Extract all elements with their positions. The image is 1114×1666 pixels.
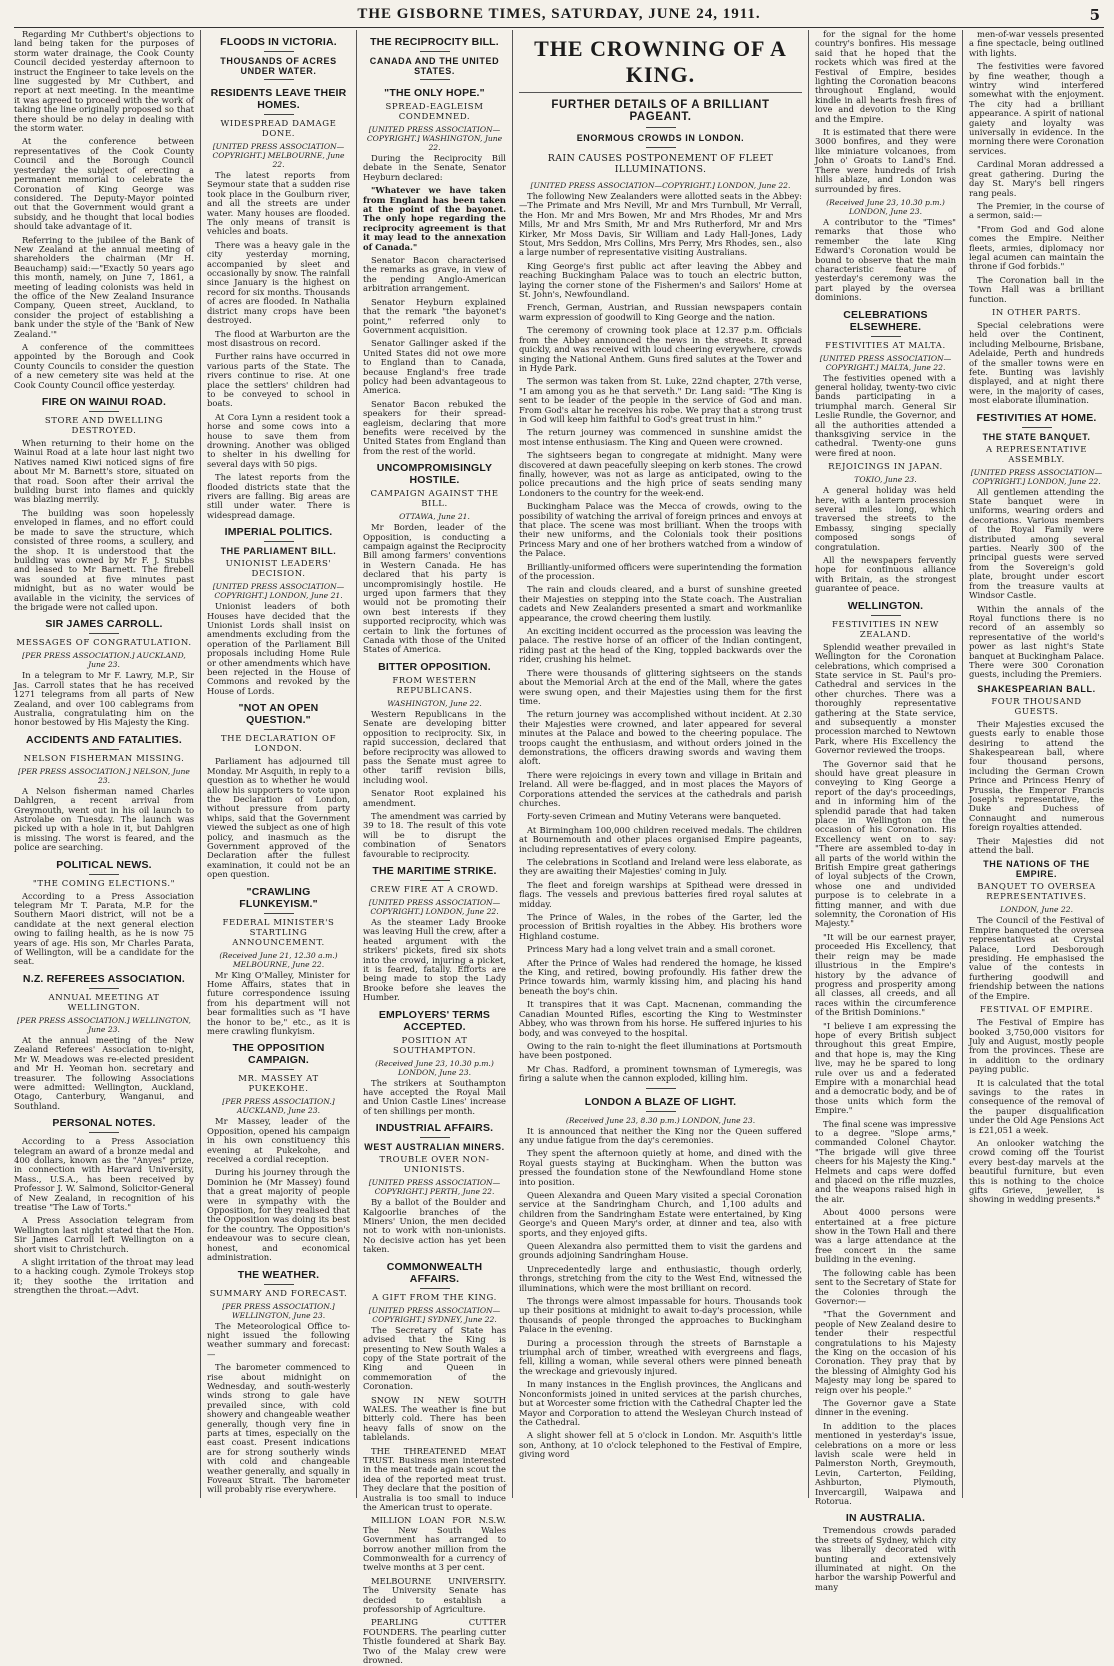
subheadline: POSITION AT SOUTHAMPTON.: [392, 1035, 477, 1056]
column-3: [356, 30, 506, 1666]
subheadline: CREW FIRE AT A CROWD.: [370, 884, 499, 895]
dateline: OTTAWA, June 21.: [399, 512, 470, 522]
headline-maritime: THE MARITIME STRIKE.: [372, 864, 497, 877]
subheadline: MESSAGES OF CONGRATULATION.: [16, 638, 192, 649]
article-paragraph: Further rains have occurred in various parts of the State. The rivers continue to rise. At one place the settlers' children had to be conveyed to school in boats.: [207, 351, 350, 409]
article-paragraph: According to a Press Association telegram Mr T. Parata, M.P. for the Southern Maori district, will not be a candidate at the next general election owing to failing health, as he is now 75 years of age. His son, Mr Charles Parata, of Wellington, will be a candidate for the seat.: [14, 890, 194, 967]
article-paragraph: Brilliantly-uniformed officers were superintending the formation of the procession.: [519, 561, 802, 582]
divider: [89, 988, 119, 990]
article-paragraph: During his journey through the Dominion he (Mr Massey) found that a great majority of people were in sympathy with the Opposition, for they realised that the Opposition was doing its best for the country. The Opposition's endeavour was to secure clean, honest, and economical administration.: [207, 1167, 350, 1263]
dateline: (Received June 21, 12.30 a.m.) MELBOURNE, June 22.: [219, 950, 338, 969]
subheadline: FURTHER DETAILS OF A BRILLIANT PAGEANT.: [551, 99, 770, 123]
masthead: [14, 6, 1104, 28]
article-paragraph: An onlooker watching the crowd coming off the Tourist every best-day marvels at the beautiful furniture, but even this is nothing to the choice gifts Grieve, jeweller, is showing in wedding presents.*: [969, 1137, 1104, 1205]
divider: [420, 880, 450, 882]
article-paragraph: After the Prince of Wales had rendered the homage, he kissed the King, and retired, bowing profoundly. His father drew the Prince towards him, warmly kissing him, and placing his hand beneath the boy's chin.: [519, 957, 802, 996]
subheadline: FROM WESTERN REPUBLICANS.: [392, 675, 477, 696]
article-paragraph: Buckingham Palace was the Mecca of crowds, owing to the possibility of watching the arrival of foreign princes and envoys at that place. The scene was most brilliant. When the troops with their new uniforms, and the Colonials took their positions Princess Mary and one of her brothers watched from a window of the Palace.: [519, 501, 802, 559]
article-paragraph: In addition to the places mentioned in yesterday's issue, celebrations on a more or less lavish scale were held in Palmerston North, Greymouth, Levin, Carterton, Feilding, Ashburton, Plymouth, Invercargill, Waipawa and Rotorua.: [815, 1420, 956, 1507]
article-paragraph: It transpires that it was Capt. Macnenan, commanding the Canadian Mounted Rifles, escorting the King to Westminster Abbey, who was thrown from his horse. He suffered injuries to his body, and was conveyed to the hospital.: [519, 999, 802, 1038]
page-number: 5: [1089, 6, 1100, 24]
article-paragraph: They spent the afternoon quietly at home, and dined with the Royal guests staying at Buckingham. When the button was pressed the foundation stone of the Newfoundland Home stone into position.: [519, 1148, 802, 1187]
dateline: [PER PRESS ASSOCIATION.] AUCKLAND, June 23.: [22, 651, 186, 670]
divider: [264, 1284, 294, 1286]
article-paragraph: Parliament has adjourned till Monday. Mr Asquith, in reply to a question as to whether he would allow his supporters to vote upon the Declaration of London, without pressure from party whips, said that the Government viewed the subject as one of high policy, and inasmuch as the Government approved of the Declaration after the fullest examination, it could not be an open question.: [207, 756, 350, 880]
divider: [420, 1288, 450, 1290]
divider: [89, 1132, 119, 1134]
article-paragraph: An exciting incident occurred as the procession was leaving the palace. The restive horse of an officer of the Indian contingent, riding past at the head of the King, toppled backwards over the rider, crushing his helmet.: [519, 626, 802, 665]
article-paragraph: There were rejoicings in every town and village in Britain and Ireland. All were be-flagged, and in most places the Mayors of Corporations attended the services at the cathedrals and parish churches.: [519, 769, 802, 808]
subheadline: ENORMOUS CROWDS IN LONDON.: [576, 133, 745, 143]
divider: [264, 541, 294, 543]
subheadline: MR. MASSEY AT PUKEKOHE.: [238, 1074, 319, 1095]
article-paragraph: A general holiday was held here, with a lantern procession several miles long, which traversed the streets to the Embassy, singing specially composed songs of congratulation.: [815, 485, 956, 552]
article-paragraph: The flood at Warburton are the most disastrous on record.: [207, 328, 350, 348]
article-paragraph: At Birmingham 100,000 children received medals. The children at Bournemouth and other places organised Empire pageants, including representatives of every colony.: [519, 824, 802, 854]
dateline: [UNITED PRESS ASSOCIATION—COPYRIGHT.] LONDON, June 21.: [212, 582, 345, 601]
article-paragraph: Within the annals of the Royal functions there is no record of an assembly so representative of the world's power as last night's State banquet at Buckingham Palace. There were 300 Coronation guests, including the Premiers.: [969, 603, 1104, 680]
dateline: (Received June 23, 10.30 p.m.) LONDON, June 23.: [375, 1058, 494, 1077]
article-paragraph: It is estimated that there were 3000 bonfires, and they were like miniature volcanoes, from John o' Groats to Land's End. There were hundreds of Irish hills ablaze, and London was surrounded by fires.: [815, 127, 956, 194]
subheadline: BANQUET TO OVERSEA REPRESENTATIVES.: [977, 882, 1096, 903]
article-paragraph: The return journey was commenced in sunshine amidst the most intense enthusiasm. The King and Queen were crowned.: [519, 427, 802, 447]
divider: [264, 1069, 294, 1071]
headline-industrial: INDUSTRIAL AFFAIRS.: [375, 1122, 494, 1135]
article-paragraph: Mr Massey, leader of the Opposition, opened his campaign in his own constituency this evening at Pukekohe, and received a cordial reception.: [207, 1116, 350, 1165]
divider: [89, 411, 119, 413]
article-paragraph: Senator Heyburn explained that the remark "the bayonet's point," referred only to Government acquisition.: [363, 296, 506, 335]
article-paragraph: The rain and clouds cleared, and a burst of sunshine greeted their Majesties on stepping into the State coach. The Australian cadets and New Zealanders presented a smart and workmanlike appearance, the crowd cheering them lustily.: [519, 584, 802, 623]
divider: [871, 336, 901, 338]
article-paragraph: THE THREATENED MEAT TRUST. Business men interested in the meat trade again scout the idea of the reported meat trust. They declare that the position of Australia is too small to induce the American trust to operate.: [363, 1445, 506, 1512]
divider: [264, 729, 294, 731]
article-paragraph: The following New Zealanders were allotted seats in the Abbey:—The Primate and Mrs Nevill, Mr and Mrs Turnbull, Mr Verrall, the Hon. Mr and Mrs Bowen, Mr and Mrs Rhodes, Mr and Mrs Mills, Mr and Mrs Smith, Mr and Mrs Rutherford, Mr and Mrs Kirker, Mr Moss Davis, Sir William and Lady Hall-Jones, Lady Stout, Mrs Seddon, Mrs Collins, Mrs Perry, Mrs Rhodes, sen., also a large number of representative visiting Australians.: [519, 191, 802, 258]
headline-home: FESTIVITIES AT HOME.: [976, 411, 1097, 424]
article-paragraph: The Festival of Empire has booked 3,750,000 visitors for July and August, mostly people from the provinces. These are in addition to the ordinary paying public.: [969, 1017, 1104, 1075]
headline-floods: FLOODS IN VICTORIA.: [220, 36, 337, 48]
article-paragraph: The latest reports from the flooded districts state that the rivers are falling. Big areas are still under water. There is widespread damage.: [207, 472, 350, 520]
dateline: (Received June 23, 8.30 p.m.) LONDON, June 23.: [565, 1115, 756, 1125]
divider: [264, 51, 294, 53]
divider: [89, 874, 119, 876]
dateline: [UNITED PRESS ASSOCIATION—COPYRIGHT.] MELBOURNE, June 22.: [212, 142, 345, 169]
divider: [420, 1137, 450, 1139]
subheadline: SHAKESPEARIAN BALL.: [977, 683, 1096, 694]
headline-bitter: BITTER OPPOSITION.: [378, 660, 491, 673]
article-paragraph: The amendment was carried by 39 to 18. The result of this vote will be to disrupt the combination of Senators favourable to reciprocity.: [363, 810, 506, 859]
headline-employers: EMPLOYERS' TERMS ACCEPTED.: [378, 1008, 491, 1033]
subheadline: FEDERAL MINISTER'S STARTLING ANNOUNCEMENT.: [222, 917, 335, 948]
subheadline: NELSON FISHERMAN MISSING.: [23, 753, 185, 764]
article-paragraph: The following cable has been sent to the Secretary of State for the Colonies through the Governor:—: [815, 1267, 956, 1306]
divider: [420, 51, 450, 53]
divider: [89, 633, 119, 635]
subheadline: FESTIVAL OF EMPIRE.: [979, 1005, 1094, 1016]
article-paragraph: When returning to their home on the Wainui Road at a late hour last night two Natives named Kiwi noticed signs of fire about Mr M. Barnett's store, situated on that road. Soon after their arrival the building burst into flames and quickly was blazing merrily.: [14, 438, 194, 505]
article-paragraph: PEARLING CUTTER FOUNDERS. The pearling cutter Thistle foundered at Shark Bay. Two of the Malay crew were drowned.: [363, 1617, 506, 1666]
subheadline: TROUBLE OVER NON-UNIONISTS.: [379, 1155, 490, 1176]
dateline: [PER PRESS ASSOCIATION.] WELLINGTON, June 23.: [222, 1301, 335, 1320]
article-paragraph: Cardinal Moran addressed a great gathering. During the day St. Mary's bell ringers rang peals.: [969, 159, 1104, 198]
article-paragraph: There was a heavy gale in the city yesterday morning, accompanied by sleet and occasionally by snow. The rainfall since January is the highest on record for six months. Thousands of acres are flooded. In Nathalia district many crops have been destroyed.: [207, 239, 350, 326]
article-paragraph: Unionist leaders of both Houses have decided that the Unionist Lords shall insist on amendments excluding from the operation of the Parliament Bill proposals including Home Rule or other amendments which have been rejected in the House of Commons and revoked by the House of Lords.: [207, 601, 350, 696]
article-paragraph: MILLION LOAN FOR N.S.W. The New South Wales Government has arranged to borrow another million from the Commonwealth for a currency of twelve months at 3 per cent.: [363, 1515, 506, 1573]
article-paragraph: Owing to the rain to-night the fleet illuminations at Portsmouth have been postponed.: [519, 1040, 802, 1061]
article-paragraph: The return journey was accomplished without incident. At 2.30 their Majesties were crowned, and later appeared for several minutes at the Palace and bowed to the cheering populace. The troops caught the enthusiasm, and without orders joined in the demonstrations, the officers drawing swords and waving them aloft.: [519, 709, 802, 767]
masthead-title: THE GISBORNE TIMES, SATURDAY, JUNE 24, 1911.: [357, 6, 761, 22]
subheadline: RAIN CAUSES POSTPONEMENT OF FLEET ILLUMINATIONS.: [547, 153, 774, 175]
subheadline: FOUR THOUSAND GUESTS.: [991, 696, 1082, 717]
article-paragraph: "I believe I am expressing the hope of every British subject throughout this great Empire, and that hope is, may the King live, may he be spared to long rule over us and a federated Empire with a monarchial head and a democratic body, and be of those units which form the Empire.": [815, 1020, 956, 1116]
article-paragraph: Unprecedentedly large and enthusiastic, though orderly, throngs, stretching from the city to the West End, witnessed the illuminations, which were the most brilliant on record.: [519, 1263, 802, 1293]
subheadline: A GIFT FROM THE KING.: [372, 1292, 497, 1303]
article-paragraph: In many instances in the English provinces, the Anglicans and Nonconformists joined in united services at the parish churches, but at Worcester some friction with the Cathedral Chapter led the Mayor and Corporation to attend the Wesleyan Church instead of the Cathedral.: [519, 1379, 802, 1427]
article-paragraph: The sightseers began to congregate at midnight. Many were discovered at dawn peacefully sleeping on kerb stones. The crowd finally, however, was not as large as anticipated, owing to the police precautions and the high price of seats sending many Londoners to the country for the week-end.: [519, 450, 802, 498]
subheadline: STORE AND DWELLING DESTROYED.: [44, 416, 164, 437]
divider: [264, 114, 294, 116]
article-paragraph: "It will be our earnest prayer, proceeded His Excellency, that their reign may be made illustrious in the Empire's history by the advance of progress and prosperity among all classes, all creeds, and all races within the circumference of the British Dominions.": [815, 931, 956, 1018]
subheadline: ANNUAL MEETING AT WELLINGTON.: [48, 992, 160, 1013]
headline-flunkeyism: "CRAWLING FLUNKEYISM.": [239, 885, 318, 910]
subheadline: UNIONIST LEADERS' DECISION.: [225, 559, 332, 580]
article-paragraph: The festivities were favored by fine weather, though a wintry wind interfered somewhat with the enjoyment. The city had a brilliant appearance. A spirit of national gaiety and loyalty was universally in evidence. In the morning there were Coronation services.: [969, 61, 1104, 156]
article-paragraph: The strikers at Southampton have accepted the Royal Mail and Union Castle Lines' increase of ten shillings per month.: [363, 1077, 506, 1116]
article-paragraph: "That the Government and people of New Zealand desire to tender their respectful congratulations to his Majesty the King on the occasion of his Coronation. They pray that by the blessing of Almighty God his Majesty may long be spared to reign over his people.": [815, 1309, 956, 1395]
article-paragraph: The Secretary of State has advised that the King is presenting to New South Wales a copy of the State portrait of the King and Queen in commemoration of the Coronation.: [363, 1324, 506, 1392]
article-paragraph: Mr King O'Malley, Minister for Home Affairs, states that in future correspondence issuing from his department will not bear formalities such as "I have the honor to be," etc., as it is mere crawling flunkyism.: [207, 969, 350, 1036]
article-paragraph: The building was soon hopelessly enveloped in flames, and no effort could be made to save the structure, which consisted of three rooms, a scullery, and the shop. It is understood that the building was owned by Mr F. J. Stubbs and leased to Mr Barnett. The firebell was sounded at five minutes past midnight, but as no water would be available in the vicinity, the services of the brigade were not called upon.: [14, 507, 194, 612]
headline-carroll: SIR JAMES CARROLL.: [45, 618, 163, 631]
newspaper-page: [14, 0, 1104, 1666]
subheadline: CANADA AND THE UNITED STATES.: [369, 56, 500, 76]
subheadline: "THE COMING ELECTIONS.": [32, 878, 176, 889]
article-paragraph: A contributor to the "Times" remarks that those who remember the late King Edward's Coronation would be bound to observe that the main characteristic feature of yesterday's ceremony was the part played by the oversea dominions.: [815, 216, 956, 303]
divider: [264, 913, 294, 915]
headline-residents: RESIDENTS LEAVE THEIR HOMES.: [210, 87, 347, 111]
dateline: [PER PRESS ASSOCIATION.] NELSON, June 23.: [18, 766, 190, 785]
dateline: [UNITED PRESS ASSOCIATION—COPYRIGHT.] MALTA, June 22.: [819, 353, 952, 372]
article-paragraph: Their Majesties excused the guests early to enable those desiring to attend the Shakespearean ball, where four thousand persons, including the German Crown Prince and Princess Henry of Prussia, the Emperor Francis Joseph's representative, the Duke and Duchess of Connaught and numerous foreign royalties attended.: [969, 718, 1104, 833]
article-paragraph: The Governor said that he should have great pleasure in conveying to King George a report of the day's proceedings, and in informing him of the splendid parade that had taken place in Wellington on the occasion of his Coronation. His Excellency went on to say: "There are assembled to-day in all parts of the world within the British Empire great gatherings of loyal subjects of the Crown, whose one and undivided purpose is to celebrate in a fitting manner, and with due solemnity, the Coronation of His Majesty.": [815, 758, 956, 929]
headline-australia: IN AUSTRALIA.: [845, 1512, 926, 1525]
headline-hostile: UNCOMPROMISINGLY HOSTILE.: [376, 462, 493, 487]
article-paragraph: The latest reports from Seymour state that a sudden rise took place in the Goulburn river, and all the streets are under water. Many houses are flooded. The only means of transit is vehicles and boats.: [207, 170, 350, 237]
headline-fire: FIRE ON WAINUI ROAD.: [41, 396, 167, 409]
article-paragraph: During a procession through the streets of Barnstaple a triumphal arch of timber, wreathed with evergreens and flags, fell, killing a woman, while several others were pinned beneath the wreckage and grievously injured.: [519, 1337, 802, 1376]
divider: [89, 749, 119, 751]
dateline: [UNITED PRESS ASSOCIATION—COPYRIGHT.] PERTH, June 22.: [368, 1178, 501, 1197]
article-paragraph: "From God and God alone comes the Empire. Neither fleets, armies, diplomacy nor legal acumen can maintain the throne if God forbids.": [969, 223, 1104, 272]
article-paragraph: The barometer commenced to rise about midnight on Wednesday, and south-westerly winds strong to gale have prevailed since, with cold showery and changeable weather generally, though very fine in parts at times, especially on the east coast. Present indications are for strong southerly winds with cold and changeable weather generally, and squally in Foveaux Strait. The barometer will probably rise everywhere.: [207, 1362, 350, 1495]
article-paragraph: There were thousands of glittering sightseers on the stands about the Memorial Arch at the end of the Mall, where the gates were swung open, and their Majesties using them for the first time.: [519, 667, 802, 706]
article-paragraph: The fleet and foreign warships at Spithead were dressed in flags. The vessels and previous batteries fired royal salutes at midday.: [519, 879, 802, 909]
article-paragraph: Queen Alexandra and Queen Mary visited a special Coronation service at the Sandringham Church, and 1,100 adults and children from the Sandringham Estate were entertained, by King George's and Queen Mary's order, at dinner and tea, also with sports, and they enjoyed gifts.: [519, 1189, 802, 1238]
article-paragraph: Tremendous crowds paraded the streets of Sydney, which city was liberally decorated with bunting and extensively illuminated at night. On the harbor the warship Powerful and many: [815, 1525, 956, 1592]
main-headline: THE CROWNING OF A KING.: [519, 36, 802, 93]
subheadline: THE NATIONS OF THE EMPIRE.: [983, 859, 1090, 880]
subheadline: A REPRESENTATIVE ASSEMBLY.: [985, 444, 1088, 465]
divider: [646, 127, 676, 129]
dateline: [UNITED PRESS ASSOCIATION—COPYRIGHT.] WASHINGTON, June 22.: [366, 125, 503, 152]
headline-reciprocity: THE RECIPROCITY BILL.: [370, 36, 499, 48]
article-paragraph: At the conference between representatives of the Cook County Council and the Borough Council yesterday the subject of erecting a permanent memorial to celebrate the Coronation of King George was considered. The Deputy-Mayor pointed out that the Government would grant a subsidy, and he thought that local bodies should take advantage of it.: [14, 136, 194, 232]
article-paragraph: A conference of the committees appointed by the Borough and Cook County Councils to consider the question of a new cemetery site was held at the Cook County Council office yesterday.: [14, 342, 194, 390]
article-paragraph: The final scene was impressive to a degree. "Slope arms," commanded Colonel Chaytor. "The brigade will give three cheers for his Majesty the King." Helmets and caps were doffed and placed on the rifle muzzles, and the weapons raised high in the air.: [815, 1118, 956, 1204]
article-paragraph: Splendid weather prevailed in Wellington for the Coronation celebrations, which comprised a State service in St. Paul's pro-Cathedral and services in the other churches. There was a thoroughly representative gathering at the State service, and subsequently a monster procession marched to Newtown Park, where His Excellency the Governor reviewed the troops.: [815, 641, 956, 756]
article-paragraph: At the annual meeting of the New Zealand Referees' Association to-night, Mr W. Meadows was re-elected president and Mr H. Yeoman hon. secretary and treasurer. The following Associations were admitted: Wellington, Auckland, Otago, Canterbury, Wanganui, and Southland.: [14, 1034, 194, 1111]
article-paragraph: Mr Chas. Radford, a prominent townsman of Lymeregis, was firing a salute when the cannon exploded, killing him.: [519, 1063, 802, 1084]
column-6: [962, 30, 1104, 1498]
subheadline: FESTIVITIES IN NEW ZEALAND.: [832, 619, 939, 640]
headline-political: POLITICAL NEWS.: [56, 858, 152, 871]
headline-wellington: WELLINGTON.: [847, 599, 924, 612]
article-paragraph: Senator Bacon rebuked the speakers for their spread-eagleism, declaring that more benefits were received by the United States from England than from the rest of the world.: [363, 398, 506, 456]
subheadline: WIDESPREAD DAMAGE DONE.: [220, 119, 337, 139]
headline-only-hope: "THE ONLY HOPE.": [384, 87, 485, 99]
article-paragraph: The celebrations in Scotland and Ireland were less elaborate, as they are awaiting their Majesties' coming in July.: [519, 857, 802, 877]
article-paragraph: A Nelson fisherman named Charles Dahlgren, a recent arrival from Greymouth, went out in his oil launch to Astrolabe on Tuesday. The launch was picked up with a hole in it, but Dahlgren is missing. The worst is feared, and the police are searching.: [14, 785, 194, 853]
article-paragraph: All the newspapers fervently hope for continuous alliance with Britain, as the strongest guarantee of peace.: [815, 555, 956, 594]
dateline: TOKIO, June 23.: [854, 475, 917, 485]
article-paragraph: "Whatever we have taken from England has been taken at the point of the bayonet. The only hope regarding the reciprocity agreement is that it may lead to the annexation of Canada.": [363, 185, 506, 252]
divider: [420, 79, 450, 81]
dateline: [UNITED PRESS ASSOCIATION—COPYRIGHT.] LONDON, June 22.: [368, 897, 501, 916]
article-paragraph: men-of-war vessels presented a fine spectacle, being outlined with lights.: [969, 29, 1104, 58]
article-paragraph: By a ballot of the Boulder and Kalgoorlie branches of the Miners' Union, the men decided not to work with non-unionists. No decisive action has yet been taken.: [363, 1197, 506, 1255]
dateline: [UNITED PRESS ASSOCIATION—COPYRIGHT.] SYDNEY, June 22.: [368, 1305, 501, 1324]
article-paragraph: The Meteorological Office to-night issued the following weather summary and forecast:—: [207, 1320, 350, 1359]
article-paragraph: Senator Root explained his amendment.: [363, 788, 506, 808]
article-paragraph: The sermon was taken from St. Luke, 22nd chapter, 27th verse, "I am among you as he that serveth." Dr. Lang said: "The King is sent to be leader of the people in the service of God and man. From God's altar he receives his robe. We pray that a strong trust in God will keep him faithful to God's great trust in him.": [519, 376, 802, 424]
dateline: [UNITED PRESS ASSOCIATION—COPYRIGHT.] LONDON, June 22.: [530, 181, 791, 190]
article-paragraph: The Coronation ball in the Town Hall was a brilliant function.: [969, 274, 1104, 304]
article-paragraph: SNOW IN NEW SOUTH WALES. The weather is fine but bitterly cold. There has been heavy falls of snow on the tablelands.: [363, 1394, 506, 1443]
subheadline: THE STATE BANQUET.: [982, 431, 1091, 442]
subheadline: IN OTHER PARTS.: [991, 307, 1082, 318]
article-paragraph: According to a Press Association telegram an award of a bronze medal and 400 dollars, known as the "Anyes" prize, in connection with Harvard University, Mass., U.S.A., has been received by Professor J. W. Salmond, Solicitor-General of New Zealand, in recognition of his treatise "The Law of Torts.": [14, 1136, 194, 1212]
headline-personal: PERSONAL NOTES.: [52, 1117, 156, 1130]
article-paragraph: Princess Mary had a long velvet train and a small coronet.: [527, 944, 776, 955]
article-paragraph: Referring to the jubilee of the Bank of New Zealand at the annual meeting of shareholders the chairman (Mr H. Beauchamp) said:—"Exactly 50 years ago this month, namely, on June 7, 1861, a meeting of leading colonists was held in the office of the New Zealand Insurance Company, Queen street, Auckland, to consider the project of establishing a bank under the style of the 'Bank of New Zealand.'": [14, 234, 194, 339]
article-paragraph: A Press Association telegram from Wellington last night stated that the Hon. Sir James Carroll left Wellington on a short visit to Christchurch.: [14, 1215, 194, 1254]
subheadline: THE DECLARATION OF LONDON.: [220, 734, 337, 755]
article-paragraph: The Premier, in the course of a sermon, said:—: [969, 200, 1104, 221]
column-2: [200, 30, 350, 1498]
divider: [646, 147, 676, 149]
subheadline: FESTIVITIES AT MALTA.: [825, 340, 946, 351]
headline-imperial: IMPERIAL POLITICS.: [224, 526, 333, 539]
article-paragraph: Senator Gallinger asked if the United States did not owe more to England than to Canada, because England's free trade policy had been advantageous to America.: [363, 338, 506, 396]
article-paragraph: During the Reciprocity Bill debate in the Senate, Senator Heyburn declared:: [363, 153, 506, 182]
dateline: [PER PRESS ASSOCIATION.] AUCKLAND, June 23.: [222, 1097, 335, 1116]
headline-opposition: THE OPPOSITION CAMPAIGN.: [232, 1042, 325, 1067]
divider: [646, 1111, 676, 1113]
headline-blaze: LONDON A BLAZE OF LIGHT.: [584, 1095, 737, 1108]
column-5: [808, 29, 956, 1592]
article-paragraph: The Council of the Festival of Empire banqueted the oversea representatives at Crystal Palace, Lord Desborough presiding. He emphasised the value of the contests in furthering goodwill and friendship between the nations of the Empire.: [969, 915, 1104, 1001]
article-paragraph: Queen Alexandra also permitted them to visit the gardens and grounds adjoining Sandringham House.: [519, 1241, 802, 1261]
headline-accidents: ACCIDENTS AND FATALITIES.: [26, 733, 182, 746]
article-paragraph: The ceremony of crowning took place at 12.37 p.m. Officials from the Abbey announced the news in the streets. It spread quickly, and was received with loud cheering everywhere, crowds singing the National Anthem. Guns fired salutes at the Tower and in Hyde Park.: [519, 325, 802, 373]
divider: [646, 1088, 676, 1090]
dateline: WASHINGTON, June 22.: [387, 698, 482, 708]
article-paragraph: A slight shower fell at 5 o'clock in London. Mr. Asquith's little son, Anthony, at 10 o'clock telephoned to the Festival of Empire, giving word: [519, 1430, 802, 1460]
article-paragraph: Mr Borden, leader of the Opposition, is conducting a campaign against the Reciprocity Bill among farmers' conventions in Western Canada. He has declared that his party is uncompromisingly hostile. He urged upon farmers that they would not be promoting their own best interests if they supported reciprocity, which was certain to link the fortunes of Canada with those of the United States of America.: [363, 522, 506, 655]
divider: [1022, 427, 1052, 429]
article-paragraph: Their Majesties did not attend the ball.: [969, 835, 1104, 856]
dateline: (Received June 23, 10.30 p.m.) LONDON, June 23.: [826, 197, 945, 216]
article-paragraph: French, German, Austrian, and Russian newspapers contain warm expression of goodwill to King George and the nation.: [519, 302, 802, 322]
article-paragraph: The Governor gave a State dinner in the evening.: [815, 1397, 956, 1418]
article-paragraph: Senator Bacon characterised the remarks as grave, in view of the pending Anglo-American arbitration arrangement.: [363, 255, 506, 294]
dateline: [PER PRESS ASSOCIATION.] WELLINGTON, June 23.: [17, 1015, 191, 1034]
article-paragraph: The throngs were almost impassable for hours. Thousands took up their positions at midnight to await to-day's procession, while thousands of people thronged the approaches to Buckingham Palace in the evening.: [519, 1296, 802, 1335]
article-paragraph: King George's first public act after leaving the Abbey and reaching Buckingham Palace was to touch an electric button, laying the corner stone of the Fishermen's and Sailors' Home at St. John's, Newfoundland.: [519, 260, 802, 300]
article-paragraph: At Cora Lynn a resident took a horse and some cows into a house to save them from drowning. Another was obliged to shelter in his dwelling for several days with 50 pigs.: [207, 411, 350, 469]
article-paragraph: for the signal for the home country's bonfires. His message said that he hoped that the rockets which was fired at the Festival of Empire, besides lighting the Coronation beacons throughout England, would kindle in all hearts fresh fires of love and devotion to the King and the Empire.: [815, 29, 956, 124]
subheadline: THE PARLIAMENT BILL.: [220, 546, 337, 557]
article-paragraph: The Prince of Wales, in the robes of the Garter, led the procession of British royalties in the Abbey. His brothers wore Highland costume.: [519, 912, 802, 941]
subheadline: SPREAD-EAGLEISM CONDEMNED.: [385, 102, 484, 122]
headline-weather: THE WEATHER.: [237, 1268, 320, 1281]
subheadline: THOUSANDS OF ACRES UNDER WATER.: [220, 56, 337, 76]
dateline: LONDON, June 22.: [999, 905, 1074, 915]
subheadline: REJOICINGS IN JAPAN.: [828, 462, 943, 473]
headline-commonwealth: COMMONWEALTH AFFAIRS.: [386, 1260, 483, 1285]
article-paragraph: It is calculated that the total savings to the rates in consequence of the removal of the pauper disqualification under the Old Age Pensions Act is £21,051 a week.: [969, 1077, 1104, 1135]
article-paragraph: About 4000 persons were entertained at a free picture show in the Town Hall and there was a large attendance at the free concert in the same building in the evening.: [815, 1207, 956, 1265]
headline-referees: N.Z. REFEREES ASSOCIATION.: [22, 972, 186, 985]
article-paragraph: Special celebrations were held over the Continent, including Melbourne, Brisbane, Adelaide, Perth and hundreds of the smaller towns were en fete. Bunting was lavishly displayed, and at night there were, in the majority of cases, most elaborate illumination.: [969, 319, 1104, 406]
subheadline: WEST AUSTRALIAN MINERS.: [364, 1142, 505, 1153]
column-1: [14, 30, 194, 1498]
article-paragraph: MELBOURNE UNIVERSITY. The University Senate has decided to establish a professorship of Agriculture.: [363, 1575, 506, 1615]
article-paragraph: As the steamer Lady Brooke was leaving Hull the crew, after a heated argument with the strikers' pickets, fired six shots into the crowd, injuring a picket, it is feared, fatally. Efforts are being made to stop the Lady Brooke before she leaves the Humber.: [363, 916, 506, 1003]
article-paragraph: It is announced that neither the King nor the Queen suffered any undue fatigue from the day's ceremonies.: [519, 1125, 802, 1145]
divider: [264, 79, 294, 81]
advertisement: A slight irritation of the throat may lead to a hacking cough. Zymole Trokeys stop it; they soothe the irritation and strengthen the throat.—Advt.: [14, 1257, 194, 1296]
article-paragraph: Western Republicans in the Senate are developing bitter opposition to reciprocity. Six, in rapid succession, declared that before reciprocity was allowed to pass the Senate must agree to other tariff revision bills, including wool.: [363, 708, 506, 785]
article-paragraph: In a telegram to Mr F. Lawry, M.P., Sir Jas. Carroll states that he has received 1271 telegrams from all parts of New Zealand, and over 100 cablegrams from Australia, congratulating him on the honor bestowed by His Majesty the King.: [14, 670, 194, 728]
divider: [871, 615, 901, 617]
dateline: [UNITED PRESS ASSOCIATION—COPYRIGHT.] LONDON, June 22.: [970, 467, 1103, 486]
article-paragraph: The festivities opened with a general holiday, twenty-two civic bands participating in a triumphal march. General Sir Leslie Rundle, the Governor, and all the authorities attended a thanksgiving service in the cathedral. Twenty-one guns were fired at noon.: [815, 372, 956, 458]
article-paragraph: Forty-seven Crimean and Mutiny Veterans were banqueted.: [527, 811, 782, 822]
headline-elsewhere: CELEBRATIONS ELSEWHERE.: [843, 308, 928, 333]
headline-not-open: "NOT AN OPEN QUESTION.": [238, 702, 319, 727]
article-paragraph: All gentlemen attending the State banquet were in uniforms, wearing orders and decorations. Various members of the Royal Family were distributed among several parties. Nearly 300 of the principal guests were served from the Sovereign's gold plate, brought under escort from the treasure vaults at Windsor Castle.: [969, 486, 1104, 601]
article-paragraph: Regarding Mr Cuthbert's objections to land being taken for the purposes of storm water drainage, the Cook County Council decided yesterday afternoon to instruct the Engineer to take levels on the line suggested by Mr Cuthbert, and report at next meeting. In the meantime it was agreed to proceed with the work of taking the line originally proposed so that there should be no delay in dealing with the storm water.: [14, 29, 194, 134]
column-4-coronation: [512, 30, 802, 1498]
subheadline: SUMMARY AND FORECAST.: [209, 1288, 348, 1299]
subheadline: CAMPAIGN AGAINST THE BILL.: [370, 489, 499, 510]
